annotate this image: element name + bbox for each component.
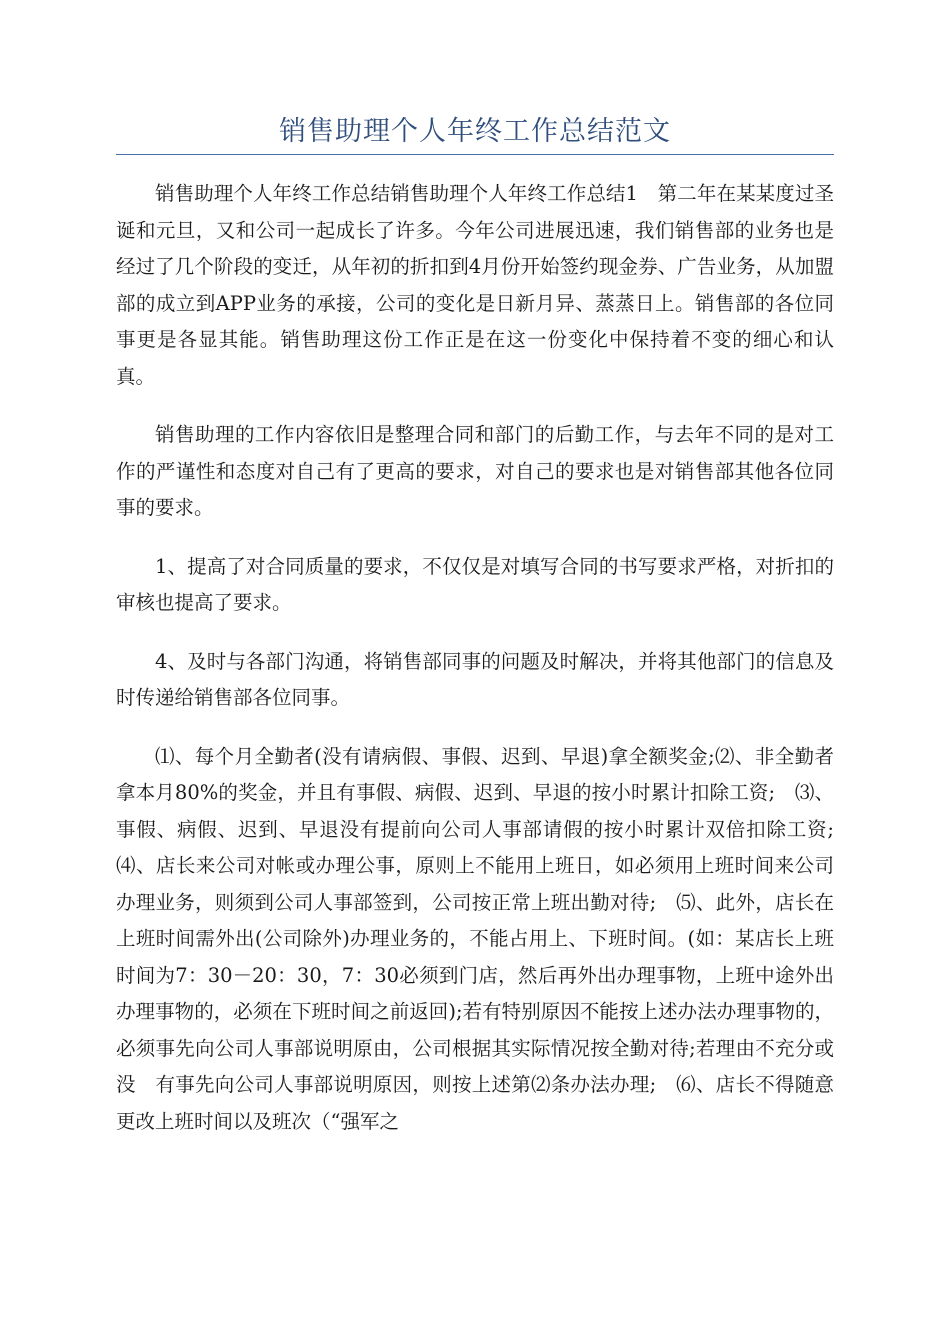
title-divider <box>116 154 834 155</box>
paragraph-intro: 销售助理个人年终工作总结销售助理个人年终工作总结1 第二年在某某度过圣诞和元旦，又和公司一起成长了许多。今年公司进展迅速，我们销售部的业务也是经过了几个阶段的变迁，从年初的折扣到4月份开始签约现金券、广告业务，从加盟部的成立到APP业务的承接，公司的变化是日新月异、蒸蒸日上。销售部的各位同事更是各显其能。销售助理这份工作正是在这一份变化中保持着不变的细心和认真。 <box>116 182 834 388</box>
paragraph-item-4: 4、及时与各部门沟通，将销售部同事的问题及时解决，并将其他部门的信息及时传递给销售部各位同事。 <box>116 649 834 709</box>
document-body <box>116 176 854 1162</box>
paragraph-item-1: 1、提高了对合同质量的要求，不仅仅是对填写合同的书写要求严格，对折扣的审核也提高了要求。 <box>116 554 834 614</box>
paragraph-duties: 销售助理的工作内容依旧是整理合同和部门的后勤工作，与去年不同的是对工作的严谨性和态度对自己有了更高的要求，对自己的要求也是对销售部其他各位同事的要求。 <box>116 423 834 519</box>
document-title: 销售助理个人年终工作总结范文 <box>279 116 671 147</box>
paragraph-attendance-rules: ⑴、每个月全勤者(没有请病假、事假、迟到、早退)拿全额奖金;⑵、非全勤者拿本月80%的奖金，并且有事假、病假、迟到、早退的按小时累计扣除工资; ⑶、事假、病假、迟到、早退没有提前向公司人事部请假的按小时累计双倍扣除工资; ⑷、店长来公司对帐或办理公事，原则上不能用上班日，如必须用上班时间来公司办理业务，则须到公司人事部签到，公司按正常上班出勤对待; ⑸、此外，店长在上班时间需外出(公司除外)办理业务的，不能占用上、下班时间。(如：某店长上班时间为7：30－20：30，7：30必须到门店，然后再外出办理事物，上班中途外出办理事物的，必须在下班时间之前返回);若有特别原因不能按上述办法办理事物的，必须事先向公司人事部说明原由，公司根据其实际情况按全勤对待;若理由不充分或没 有事先向公司人事部说明原因，则按上述第⑵条办法办理; ⑹、店长不得随意更改上班时间以及班次（“强军之 <box>116 744 854 1133</box>
